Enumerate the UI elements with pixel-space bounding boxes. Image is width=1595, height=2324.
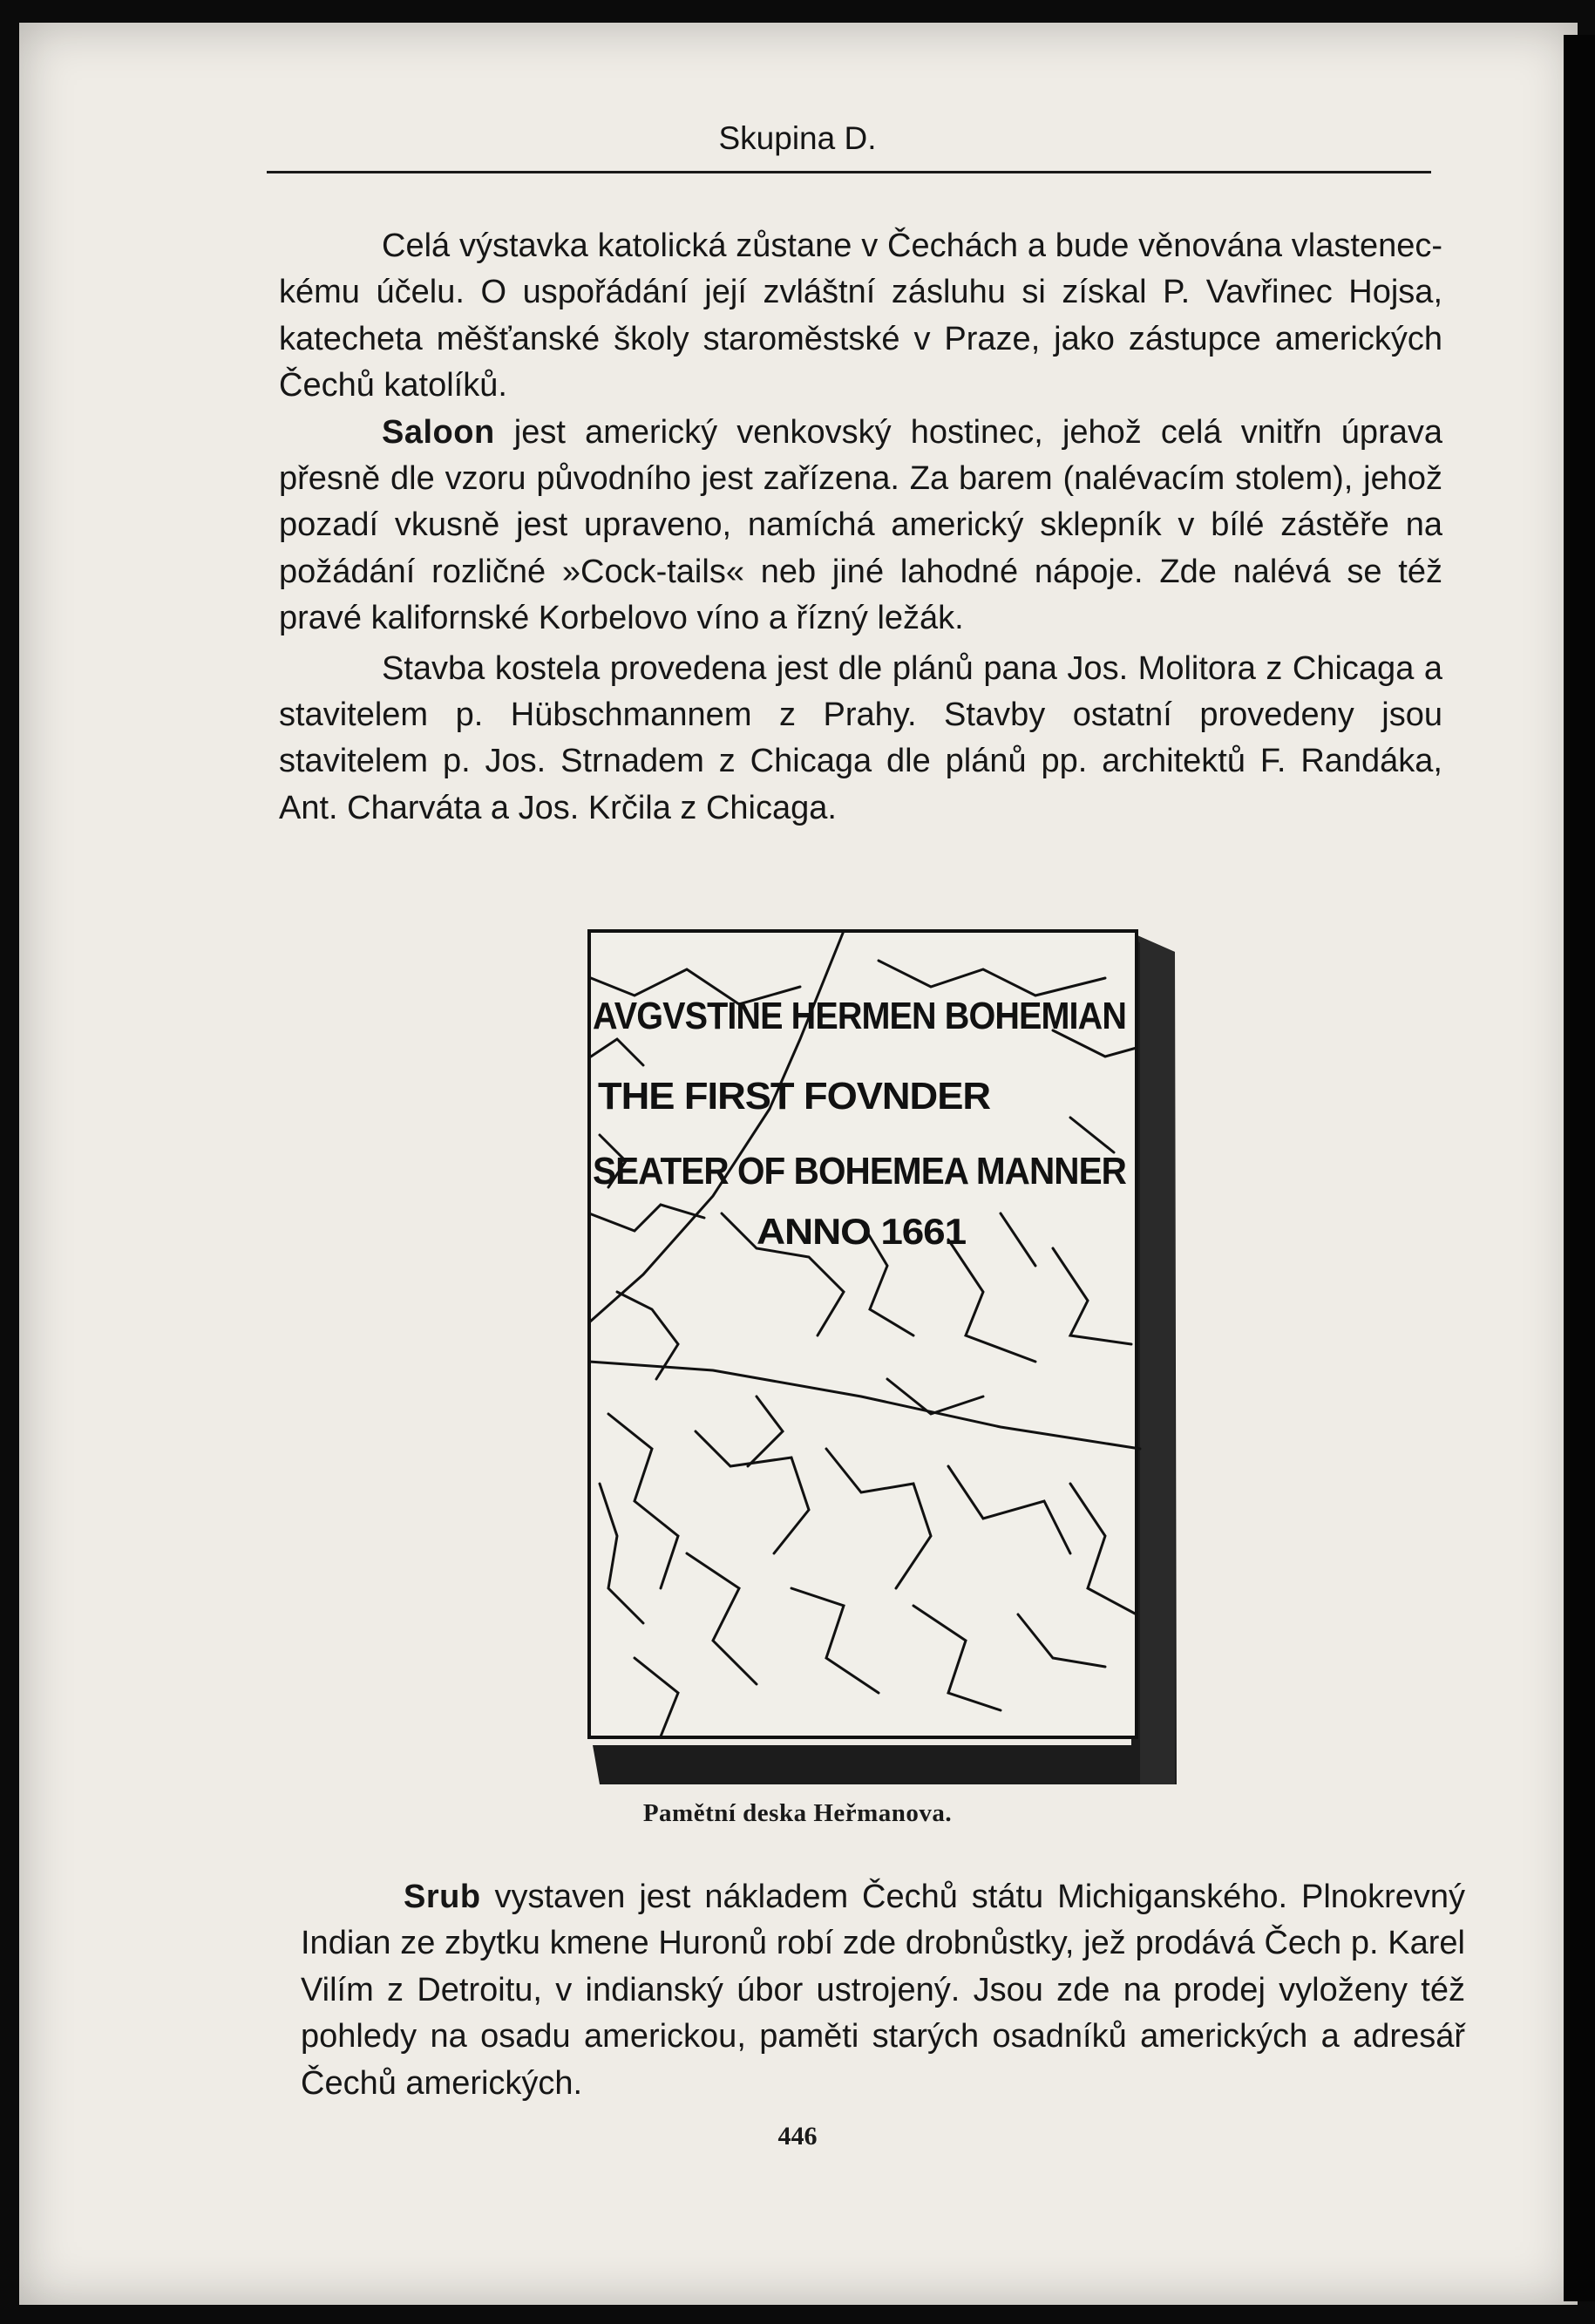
body-text-bottom [301,1874,1465,2107]
header-rule [267,171,1431,173]
paragraph-church: Stavba kostela provedena jest dle plánů pana Jos. Molitora z Chicaga a stavitelem p. Hübschmannem z Prahy. Stavby ostatní provedeny jsou stavitelem p. Jos. Strnadem z Chicaga dle plánů pp. architektů F. Randáka, Ant. Charváta a Jos. Krčila z Chicaga. [279,649,1442,826]
plaque-line-4: ANNO 1661 [757,1211,967,1252]
plaque-line-1: AVGVSTINE HERMEN BOHEMIAN [593,995,1126,1037]
paragraph-exhibit: Celá výstavka katolická zůstane v Čechách a bude věnována vlasteneckému účelu. O uspořádání její zvláštní zásluhu si získal P. Vavřinec Hojsa, katecheta měšťanské školy staroměstské v Praze, jako zástupce amerických Čechů katolíků. [279,228,1442,404]
plaque-line-2: THE FIRST FOVNDER [598,1075,991,1118]
plaque-illustration [582,926,1179,1787]
running-header: Skupina D. [718,120,877,156]
page-number: 446 [777,2122,818,2151]
term-saloon: Saloon [382,413,495,451]
paragraph-srub [301,1874,1465,2107]
paragraph-saloon-text: jest americký venkovský hostinec, jehož celá vnitřn úprava přesně dle vzoru původního jest zařízena. Za barem (nalévacím stolem), jehož pozadí vkusně jest upraveno, namíchá americký sklepník v bílé zástěře na požádání rozličné »Cock-tails« neb jiné lahodné nápoje. Zde nalévá se též pravé kalifornské Korbelovo víno a řízný ležák. [279,413,1442,637]
figure-caption: Pamětní deska Heřmanova. [642,1799,953,1827]
plaque-line-3: SEATER OF BOHEMEA MANNER [593,1150,1127,1193]
paragraph-saloon [279,410,1442,642]
plaque-image [582,926,1179,1787]
page-edge-shadow [1564,35,1595,2301]
term-srub: Srub [404,1879,481,1915]
body-text-top [279,223,1442,832]
paragraph-srub-text: vystaven jest nákladem Čechů státu Michiganského. Plnokrevný Indian ze zbytku kmene Huronů robí zde drobnůstky, jež prodává Čech p. Karel Vilím z Detroitu, v indianský úbor ustrojený. Jsou zde na prodej vyloženy též pohledy na osadu americkou, paměti starých osadníků amerických a adresář Čechů amerických. [301,1879,1465,2102]
